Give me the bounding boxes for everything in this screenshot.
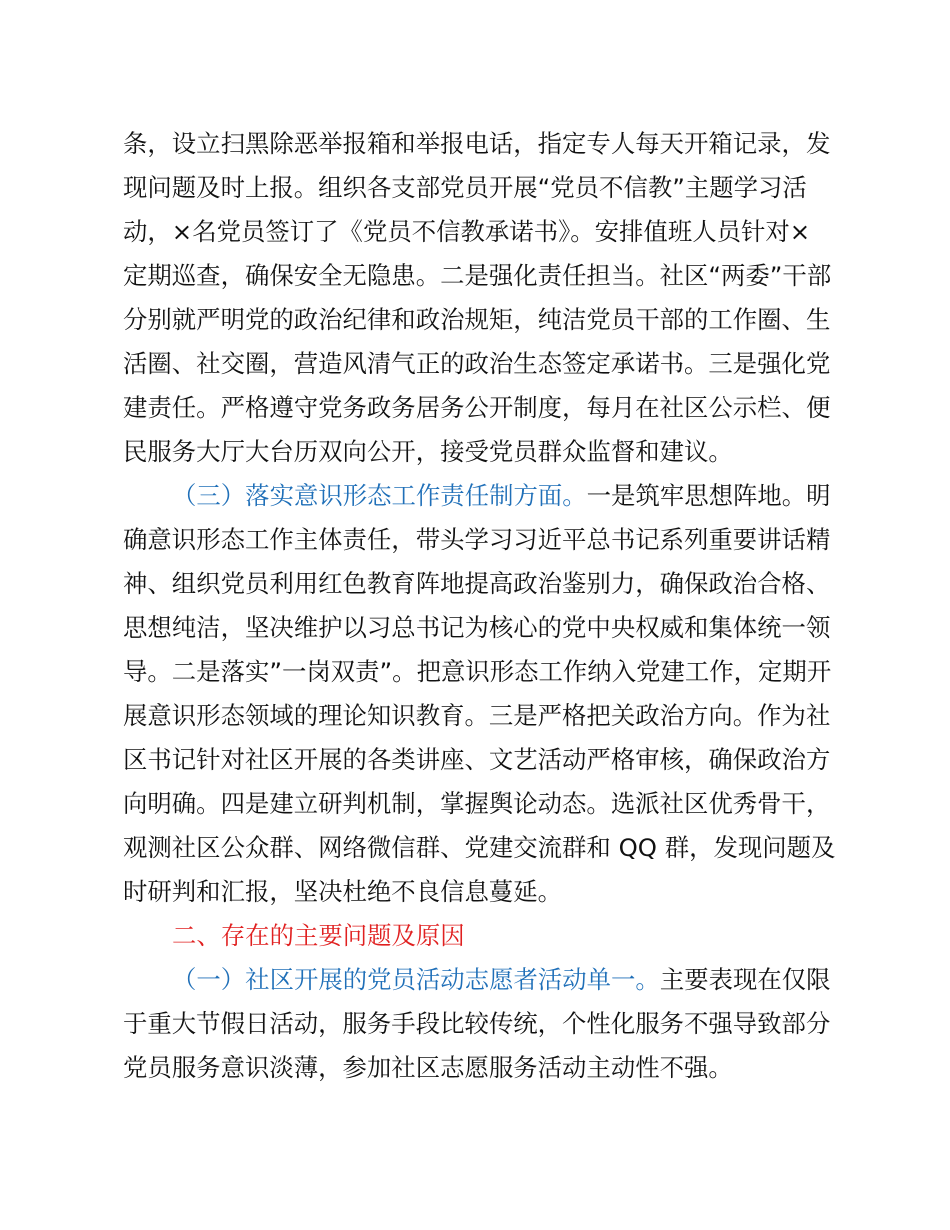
subsection-1-heading: （一）社区开展的党员活动志愿者活动单一。 xyxy=(172,965,660,994)
part-2-heading: 二、存在的主要问题及原因 xyxy=(172,921,465,950)
section-3-first-line-text: 一是筑牢思想阵地。明 xyxy=(586,481,831,510)
paragraph-line: 区书记针对社区开展的各类讲座、文艺活动严格审核，确保政治方 xyxy=(123,745,831,774)
paragraph-line: 活圈、社交圈，营造风清气正的政治生态签定承诺书。三是强化党 xyxy=(123,349,831,378)
paragraph-line: 建责任。严格遵守党务政务居务公开制度，每月在社区公示栏、便 xyxy=(123,393,831,422)
paragraph-line: 民服务大厅大台历双向公开，接受党员群众监督和建议。 xyxy=(123,437,733,466)
paragraph-line: 展意识形态领域的理论知识教育。三是严格把关政治方向。作为社 xyxy=(123,701,831,730)
subsection-1-first-line xyxy=(172,958,831,1002)
paragraph-line: 分别就严明党的政治纪律和政治规矩，纯洁党员干部的工作圈、生 xyxy=(123,305,831,334)
paragraph-line: 神、组织党员利用红色教育阵地提高政治鉴别力，确保政治合格、 xyxy=(123,569,831,598)
paragraph-line: 向明确。四是建立研判机制，掌握舆论动态。选派社区优秀骨干， xyxy=(123,789,831,818)
subsection-1-first-line-text: 主要表现在仅限 xyxy=(659,965,831,994)
paragraph-line: 于重大节假日活动，服务手段比较传统，个性化服务不强导致部分 xyxy=(123,1009,831,1038)
section-3-heading: （三）落实意识形态工作责任制方面。 xyxy=(172,481,587,510)
paragraph-line: 党员服务意识淡薄，参加社区志愿服务活动主动性不强。 xyxy=(123,1053,733,1082)
paragraph-line: 思想纯洁，坚决维护以习总书记为核心的党中央权威和集体统一领 xyxy=(123,613,831,642)
paragraph-line: 定期巡查，确保安全无隐患。二是强化责任担当。社区“两委”干部 xyxy=(123,261,832,290)
section-3-first-line xyxy=(172,474,831,518)
paragraph-line: 现问题及时上报。组织各支部党员开展“党员不信教”主题学习活 xyxy=(123,173,807,202)
paragraph-line: 确意识形态工作主体责任，带头学习习近平总书记系列重要讲话精 xyxy=(123,525,831,554)
paragraph-line: 观测社区公众群、网络微信群、党建交流群和 QQ 群，发现问题及 xyxy=(123,833,836,862)
paragraph-line: 动，×名党员签订了《党员不信教承诺书》。安排值班人员针对× xyxy=(123,217,811,246)
paragraph-line: 导。二是落实”一岗双责”。把意识形态工作纳入党建工作，定期开 xyxy=(123,657,832,686)
paragraph-line: 时研判和汇报，坚决杜绝不良信息蔓延。 xyxy=(123,877,563,906)
paragraph-line: 条，设立扫黑除恶举报箱和举报电话，指定专人每天开箱记录，发 xyxy=(123,129,831,158)
